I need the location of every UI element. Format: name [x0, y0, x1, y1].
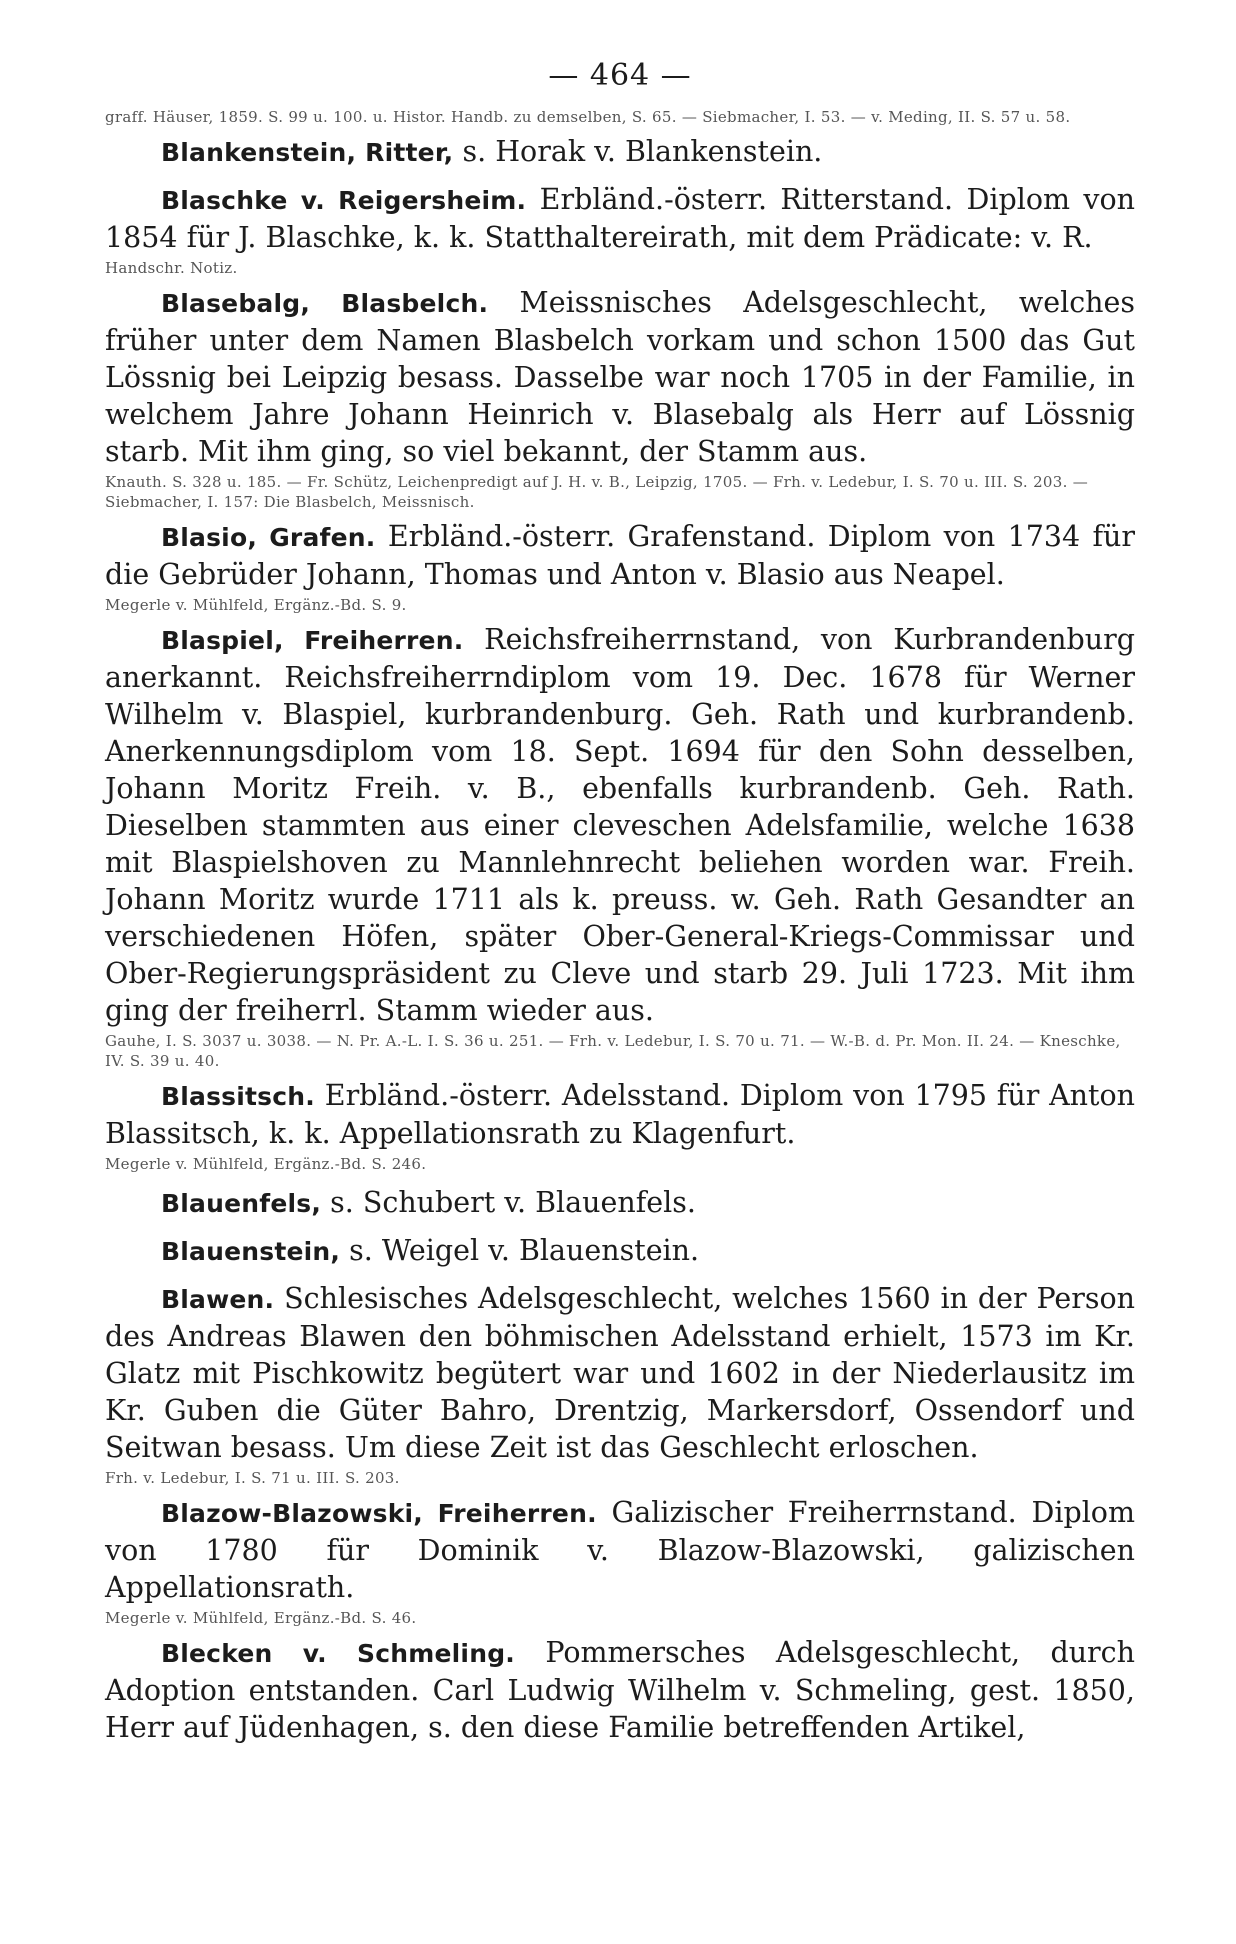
entry-blaspiel [105, 621, 1135, 1029]
top-source-note: graff. Häuser, 1859. S. 99 u. 100. u. Histor. Handb. zu demselben, S. 65. — Siebmacher, I. 53. — v. Meding, II. S. 57 u. 58. [105, 108, 1071, 126]
entry-blasebalg [105, 284, 1135, 470]
entry-head: Blaspiel, Freiherren. [161, 626, 464, 655]
entry-blazow-blazowski [105, 1494, 1135, 1606]
entry-blecken [105, 1634, 1135, 1746]
entry-head: Blankenstein, Ritter, [161, 138, 454, 167]
entry-source: Megerle v. Mühlfeld, Ergänz.-Bd. S. 9. [105, 596, 407, 614]
entry-head: Blawen. [161, 1285, 275, 1314]
entry-source: Megerle v. Mühlfeld, Ergänz.-Bd. S. 246. [105, 1155, 427, 1173]
entry-blaschke [105, 181, 1135, 256]
entry-blauenstein [105, 1232, 1135, 1270]
entry-text: Galizischer Freiherrnstand. Diplom von 1780 für Dominik v. Blazow-Blazowski, galizischen Appellationsrath. [105, 1496, 1135, 1604]
entry-head: Blazow-Blazowski, Freiherren. [161, 1499, 597, 1528]
entry-head: Blauenstein, [161, 1237, 341, 1266]
entry-head: Blasebalg, Blasbelch. [161, 289, 489, 318]
entry-text: Erbländ.-österr. Adelsstand. Diplom von 1795 für Anton Blassitsch, k. k. Appellationsrath zu Klagenfurt. [105, 1079, 1135, 1150]
entry-text: s. Weigel v. Blauenstein. [349, 1234, 700, 1267]
entry-text: Erbländ.-österr. Ritterstand. Diplom von 1854 für J. Blaschke, k. k. Statthaltereirath, mit dem Prädicate: v. R. [105, 183, 1136, 254]
entry-head: Blecken v. Schmeling. [161, 1639, 515, 1668]
entry-source: Gauhe, I. S. 3037 u. 3038. — N. Pr. A.-L. I. S. 36 u. 251. — Frh. v. Ledebur, I. S. 70 u. 71. — W.-B. d. Pr. Mon. II. 24. — Kneschke, IV. S. 39 u. 40. [105, 1032, 1121, 1070]
entry-source: Megerle v. Mühlfeld, Ergänz.-Bd. S. 46. [105, 1609, 417, 1627]
entry-text: Schlesisches Adelsgeschlecht, welches 1560 in der Person des Andreas Blawen den böhmischen Adelsstand erhielt, 1573 im Kr. Glatz mit Pischkowitz begütert war und 1602 in der Niederlausitz im Kr. Guben die Güter Bahro, Drentzig, Markersdorf, Ossendorf und Seitwan besass. Um diese Zeit ist das Geschlecht erloschen. [105, 1282, 1135, 1464]
page-number: — 464 — [548, 58, 692, 93]
entry-source: Frh. v. Ledebur, I. S. 71 u. III. S. 203. [105, 1469, 400, 1487]
entry-text: s. Schubert v. Blauenfels. [330, 1186, 696, 1219]
entry-blassitsch [105, 1077, 1135, 1152]
entry-text: Reichsfreiherrnstand, von Kurbrandenburg anerkannt. Reichsfreiherrndiplom vom 19. Dec. 1678 für Werner Wilhelm v. Blaspiel, kurbrandenburg. Geh. Rath und kurbrandenb. Anerkennungsdiplom vom 18. Sept. 1694 für den Sohn desselben, Johann Moritz Freih. v. B., ebenfalls kurbrandenb. Geh. Rath. Dieselben stammten aus einer cleveschen Adelsfamilie, welche 1638 mit Blaspielshoven zu Mannlehnrecht beliehen worden war. Freih. Johann Moritz wurde 1711 als k. preuss. w. Geh. Rath Gesandter an verschiedenen Höfen, später Ober-General-Kriegs-Commissar und Ober-Regierungspräsident zu Cleve und starb 29. Juli 1723. Mit ihm ging der freiherrl. Stamm wieder aus. [105, 623, 1135, 1027]
entry-blauenfels [105, 1184, 1135, 1222]
entry-blankenstein [105, 133, 1135, 171]
entry-text: Pommersches Adelsgeschlecht, durch Adoption entstanden. Carl Ludwig Wilhelm v. Schmeling, gest. 1850, Herr auf Jüdenhagen, s. den diese Familie betreffenden Artikel, [105, 1636, 1135, 1744]
entry-source: Handschr. Notiz. [105, 259, 238, 277]
entry-head: Blasio, Grafen. [161, 523, 376, 552]
entry-text: Erbländ.-österr. Grafenstand. Diplom von 1734 für die Gebrüder Johann, Thomas und Anton v. Blasio aus Neapel. [105, 520, 1136, 591]
entry-head: Blaschke v. Reigersheim. [161, 186, 527, 215]
entry-head: Blassitsch. [161, 1082, 315, 1111]
entry-head: Blauenfels, [161, 1189, 322, 1218]
dictionary-page [105, 58, 1135, 1746]
entry-blasio [105, 518, 1135, 593]
entry-text: s. Horak v. Blankenstein. [462, 135, 823, 168]
entry-text: Meissnisches Adelsgeschlecht, welches früher unter dem Namen Blasbelch vorkam und schon 1500 das Gut Lössnig bei Leipzig besass. Dasselbe war noch 1705 in der Familie, in welchem Jahre Johann Heinrich v. Blasebalg als Herr auf Lössnig starb. Mit ihm ging, so viel bekannt, der Stamm aus. [105, 286, 1136, 468]
entry-blawen [105, 1280, 1135, 1466]
entry-source: Knauth. S. 328 u. 185. — Fr. Schütz, Leichenpredigt auf J. H. v. B., Leipzig, 1705. — Frh. v. Ledebur, I. S. 70 u. III. S. 203. — Siebmacher, I. 157: Die Blasbelch, Meissnisch. [105, 473, 1089, 511]
